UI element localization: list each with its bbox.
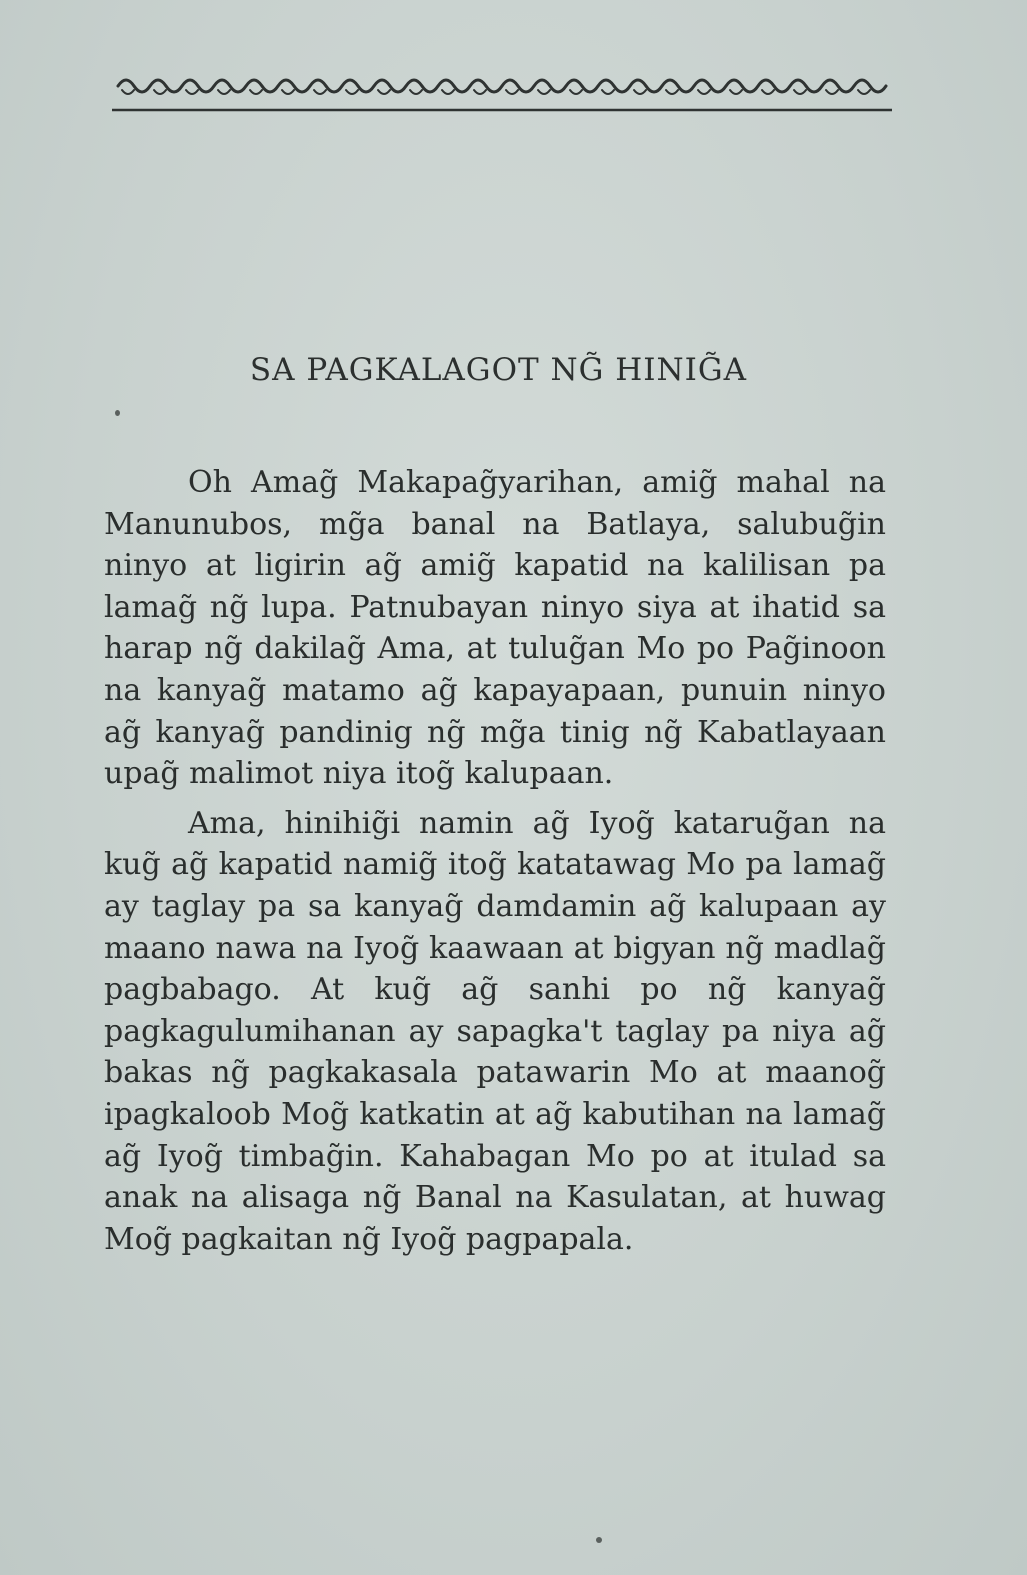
ornament-border-icon <box>112 64 897 114</box>
ink-speck <box>596 1537 602 1543</box>
prayer-body <box>104 462 886 1260</box>
page-title: SA PAGKALAGOT NG̃ HINIG̃A <box>249 352 748 388</box>
ink-speck <box>115 410 120 416</box>
paragraph-1: Oh Amag̃ Makapag̃yarihan, amig̃ mahal na Manunubos, mg̃a banal na Batlaya, salubug̃in ninyo at ligirin ag̃ amig̃ kapatid na kalilisan pa lamag̃ ng̃ lupa. Patnubayan ninyo siya at ihatid sa harap ng̃ dakilag̃ Ama, at tulug̃an Mo po Pag̃inoon na kanyag̃ matamo ag̃ kapayapaan, punuin ninyo ag̃ kanyag̃ pandinig ng̃ mg̃a tinig ng̃ Kabatlayaan upag̃ malimot niya itog̃ kalupaan. <box>104 465 886 792</box>
paragraph-2: Ama, hinihig̃i namin ag̃ Iyog̃ katarug̃an na kug̃ ag̃ kapatid namig̃ itog̃ katatawag Mo pa lamag̃ ay taglay pa sa kanyag̃ damdamin ag̃ kalupaan ay maano nawa na Iyog̃ kaawaan at bigyan ng̃ madlag̃ pagbabago. At kug̃ ag̃ sanhi po ng̃ kanyag̃ pagkagulumihanan ay sapagka't taglay pa niya ag̃ bakas ng̃ pagkakasala patawarin Mo at maanog̃ ipagkaloob Mog̃ katkatin at ag̃ kabutihan na lamag̃ ag̃ Iyog̃ timbag̃in. Kahabagan Mo po at itulad sa anak na alisaga ng̃ Banal na Kasulatan, at huwag Mog̃ pagkaitan ng̃ Iyog̃ pagpapala. <box>104 805 886 1257</box>
